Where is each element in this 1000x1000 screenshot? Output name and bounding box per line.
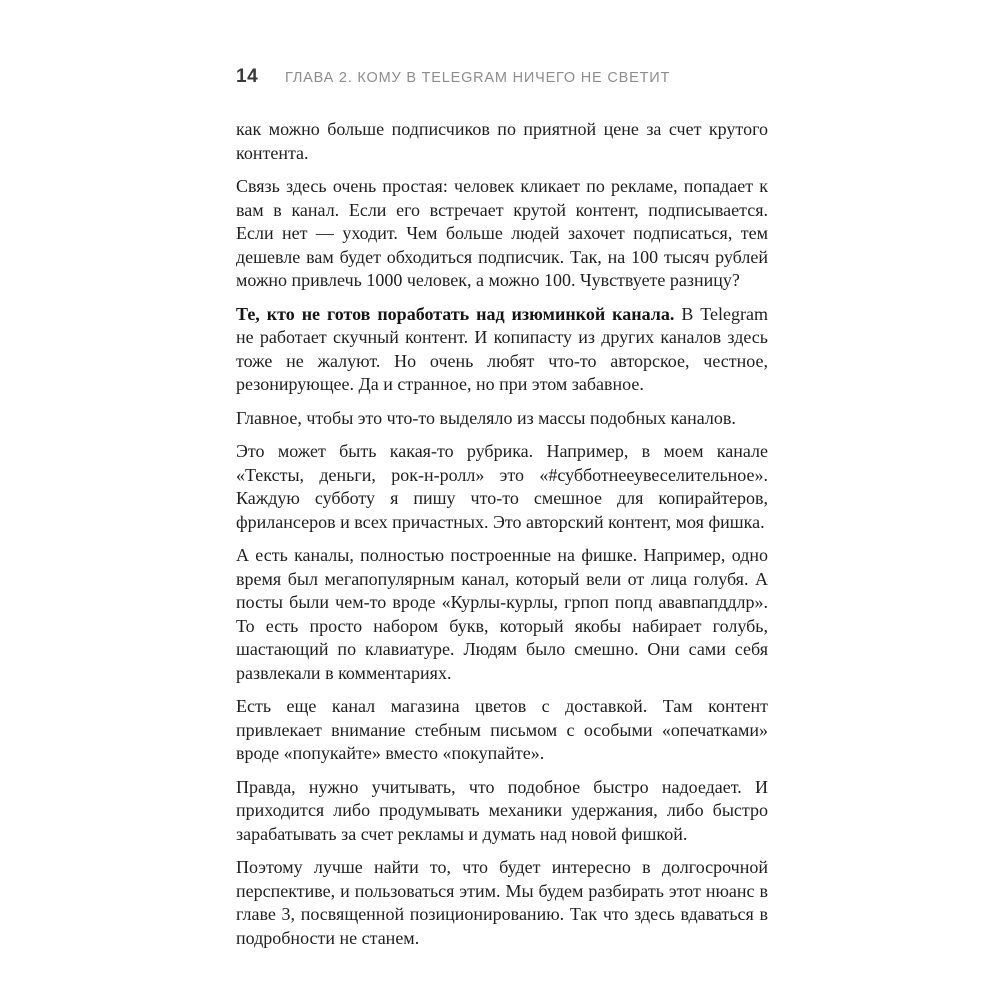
running-header: [236, 66, 768, 88]
paragraph: Правда, нужно учитывать, что подобное быстро надоедает. И приходится либо продумывать механики удержания, либо быстро зарабатывать за счет рекламы и думать над новой фишкой.: [236, 776, 768, 844]
chapter-running-head: ГЛАВА 2. КОМУ В TELEGRAM НИЧЕГО НЕ СВЕТИТ: [285, 70, 671, 86]
paragraph: Те, кто не готов поработать над изюминкой канала. В Telegram не работает скучный контент. И копипасту из других каналов здесь тоже не жалуют. Но очень любят что-то авторское, честное, резонирующее. Да и странное, но при этом забавное.: [236, 303, 768, 394]
paragraph: Есть еще канал магазина цветов с доставкой. Там контент привлекает внимание стебным письмом с особыми «опечатками» вроде «попукайте» вместо «покупайте».: [236, 696, 768, 763]
paragraph: Поэтому лучше найти то, что будет интересно в долгосрочной перспективе, и пользоваться этим. Мы будем разбирать этот нюанс в главе 3, посвященной позиционированию. Так что здесь вдаваться в подробности не станем.: [236, 857, 768, 948]
paragraph: Связь здесь очень простая: человек кликает по рекламе, попадает к вам в канал. Если его встречает крутой контент, подписывается. Если нет — уходит. Чем больше людей захочет подписаться, тем дешевле вам будет обходиться подписчик. Так, на 100 тысяч рублей можно привлечь 1000 человек, а можно 100. Чувствуете разницу?: [236, 176, 768, 290]
text-block: [236, 66, 768, 950]
paragraphs: [236, 118, 768, 950]
paragraph: Главное, чтобы это что-то выделяло из массы подобных каналов.: [236, 407, 736, 428]
paragraph: А есть каналы, полностью построенные на фишке. Например, одно время был мегапопулярным канал, который вели от лица голубя. А посты были чем-то вроде «Курлы-курлы, грпоп попд ававпапддлр». То есть просто набором букв, который якобы набирает голубь, шастающий по клавиатуре. Людям было смешно. Они сами себя развлекали в комментариях.: [236, 545, 768, 683]
page-number: 14: [236, 66, 259, 87]
paragraph-lead-bold: Те, кто не готов поработать над изюминкой канала.: [236, 303, 675, 324]
paragraph: Это может быть какая-то рубрика. Например, в моем канале «Тексты, деньги, рок-н-ролл» это «#субботнееувеселительное». Каждую субботу я пишу что-то смешное для копирайтеров, фрилансеров и всех причастных. Это авторский контент, моя фишка.: [236, 441, 768, 532]
paragraph: как можно больше подписчиков по приятной цене за счет крутого контента.: [236, 119, 768, 163]
